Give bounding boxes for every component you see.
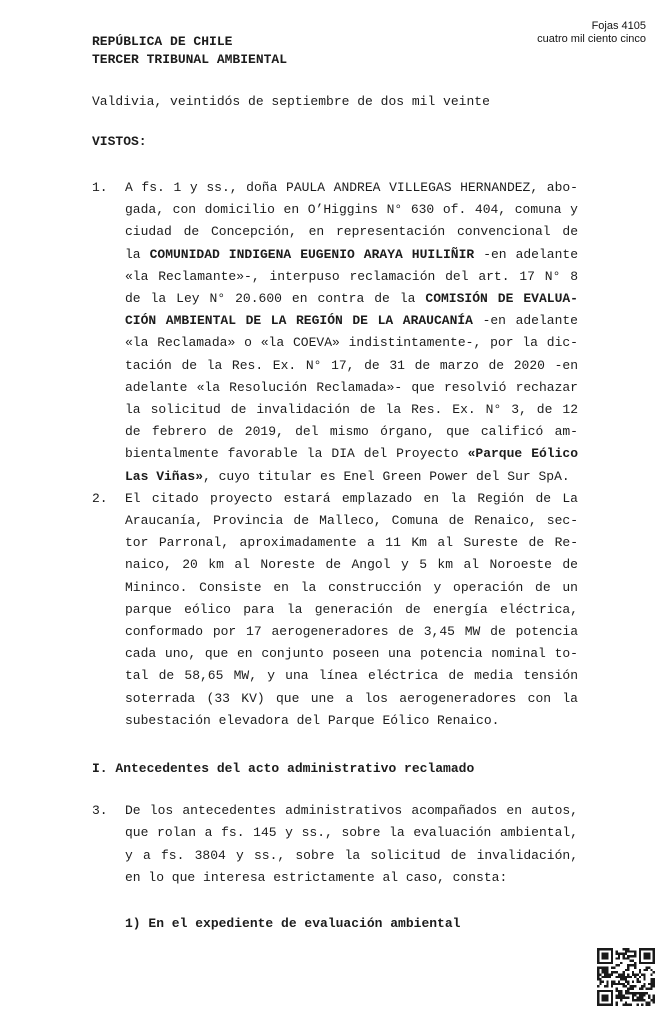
vistos-heading: VISTOS: [92, 134, 147, 149]
item-text-line: de la Ley N° 20.600 en contra de la COMISIÓN DE EVALUA- [125, 291, 578, 307]
item-text-line: tor Parronal, aproximadamente a 11 Km al Sureste de Re- [125, 535, 578, 551]
qr-code [597, 948, 655, 1006]
item-text-line: adelante «la Resolución Reclamada»- que resolvió rechazar [125, 379, 578, 395]
fojas-words: cuatro mil ciento cinco [537, 32, 646, 45]
letterhead-republic: REPÚBLICA DE CHILE [92, 34, 233, 49]
item-text-line: De los antecedentes administrativos acompañados en autos, [125, 803, 578, 819]
item-text-line: la solicitud de invalidación de la Res. Ex. N° 3, de 12 [125, 402, 578, 418]
letterhead-tribunal: TERCER TRIBUNAL AMBIENTAL [92, 52, 288, 67]
item-text-line: bientalmente favorable la DIA del Proyecto «Parque Eólico [125, 446, 578, 462]
section-heading: I. Antecedentes del acto administrativo reclamado [92, 761, 475, 777]
item-text-line: A fs. 1 y ss., doña PAULA ANDREA VILLEGAS HERNANDEZ, abo- [125, 180, 578, 195]
item-text-line: gada, con domicilio en O’Higgins N° 630 of. 404, comuna y [125, 202, 578, 218]
item-text-line: soterrada (33 KV) que une a los aerogeneradores con la [125, 690, 578, 706]
sub-heading: 1) En el expediente de evaluación ambiental [125, 916, 461, 932]
item-text-line: cada uno, que en conjunto poseen una potencia nominal to- [125, 646, 578, 662]
item-text-line: parque eólico para la generación de energía eléctrica, [125, 601, 578, 617]
item-text-line: El citado proyecto estará emplazado en la Región de La [125, 490, 578, 506]
item-lines [125, 488, 578, 732]
numbered-item [92, 800, 578, 889]
item-text-line: tación de la Res. Ex. N° 17, de 31 de marzo de 2020 -en [125, 357, 578, 373]
item-text-line: ciudad de Concepción, en representación convencional de [125, 224, 578, 240]
item-lines [125, 177, 578, 488]
item-text-line: «la Reclamante»-, interpuso reclamación del art. 17 N° 8 [125, 268, 578, 284]
item-number: 1. [92, 180, 108, 195]
item-lines [125, 800, 578, 889]
item-text-line: en lo que interesa estrictamente al caso, consta: [125, 869, 508, 885]
item-text-line: Araucanía, Provincia de Malleco, Comuna de Renaico, sec- [125, 513, 578, 529]
document-content [92, 0, 578, 935]
dateline: Valdivia, veintidós de septiembre de dos mil veinte [92, 94, 490, 109]
item-text-line: «la Reclamada» o «la COEVA» indistintamente-, por la dic- [125, 335, 578, 351]
document-body [92, 177, 578, 935]
fojas-number: Fojas 4105 [591, 20, 646, 32]
item-number: 2. [92, 490, 108, 506]
item-text-line: CIÓN AMBIENTAL DE LA REGIÓN DE LA ARAUCANÍA -en adelante [125, 313, 578, 329]
item-text-line: la COMUNIDAD INDIGENA EUGENIO ARAYA HUILIÑIR -en adelante [125, 246, 578, 262]
numbered-item [92, 488, 578, 732]
item-text-line: Las Viñas», cuyo titular es Enel Green Power del Sur SpA. [125, 468, 570, 484]
item-text-line: naico, 20 km al Noreste de Angol y 5 km al Noroeste de [125, 557, 578, 573]
numbered-item [92, 177, 578, 488]
item-text-line: Mininco. Consiste en la construcción y operación de un [125, 579, 578, 595]
item-text-line: que rolan a fs. 145 y ss., sobre la evaluación ambiental, [125, 825, 578, 841]
letterhead [92, 33, 578, 69]
item-text-line: conformado por 17 aerogeneradores de 3,45 MW de potencia [125, 624, 578, 640]
item-number: 3. [92, 803, 108, 819]
item-text-line: tal de 58,65 MW, y una línea eléctrica de media tensión [125, 668, 578, 684]
item-text-line: y a fs. 3804 y ss., sobre la solicitud de invalidación, [125, 847, 578, 863]
item-text-line: de febrero de 2019, del mismo órgano, que calificó am- [125, 424, 578, 440]
item-text-line: subestación elevadora del Parque Eólico Renaico. [125, 712, 500, 728]
